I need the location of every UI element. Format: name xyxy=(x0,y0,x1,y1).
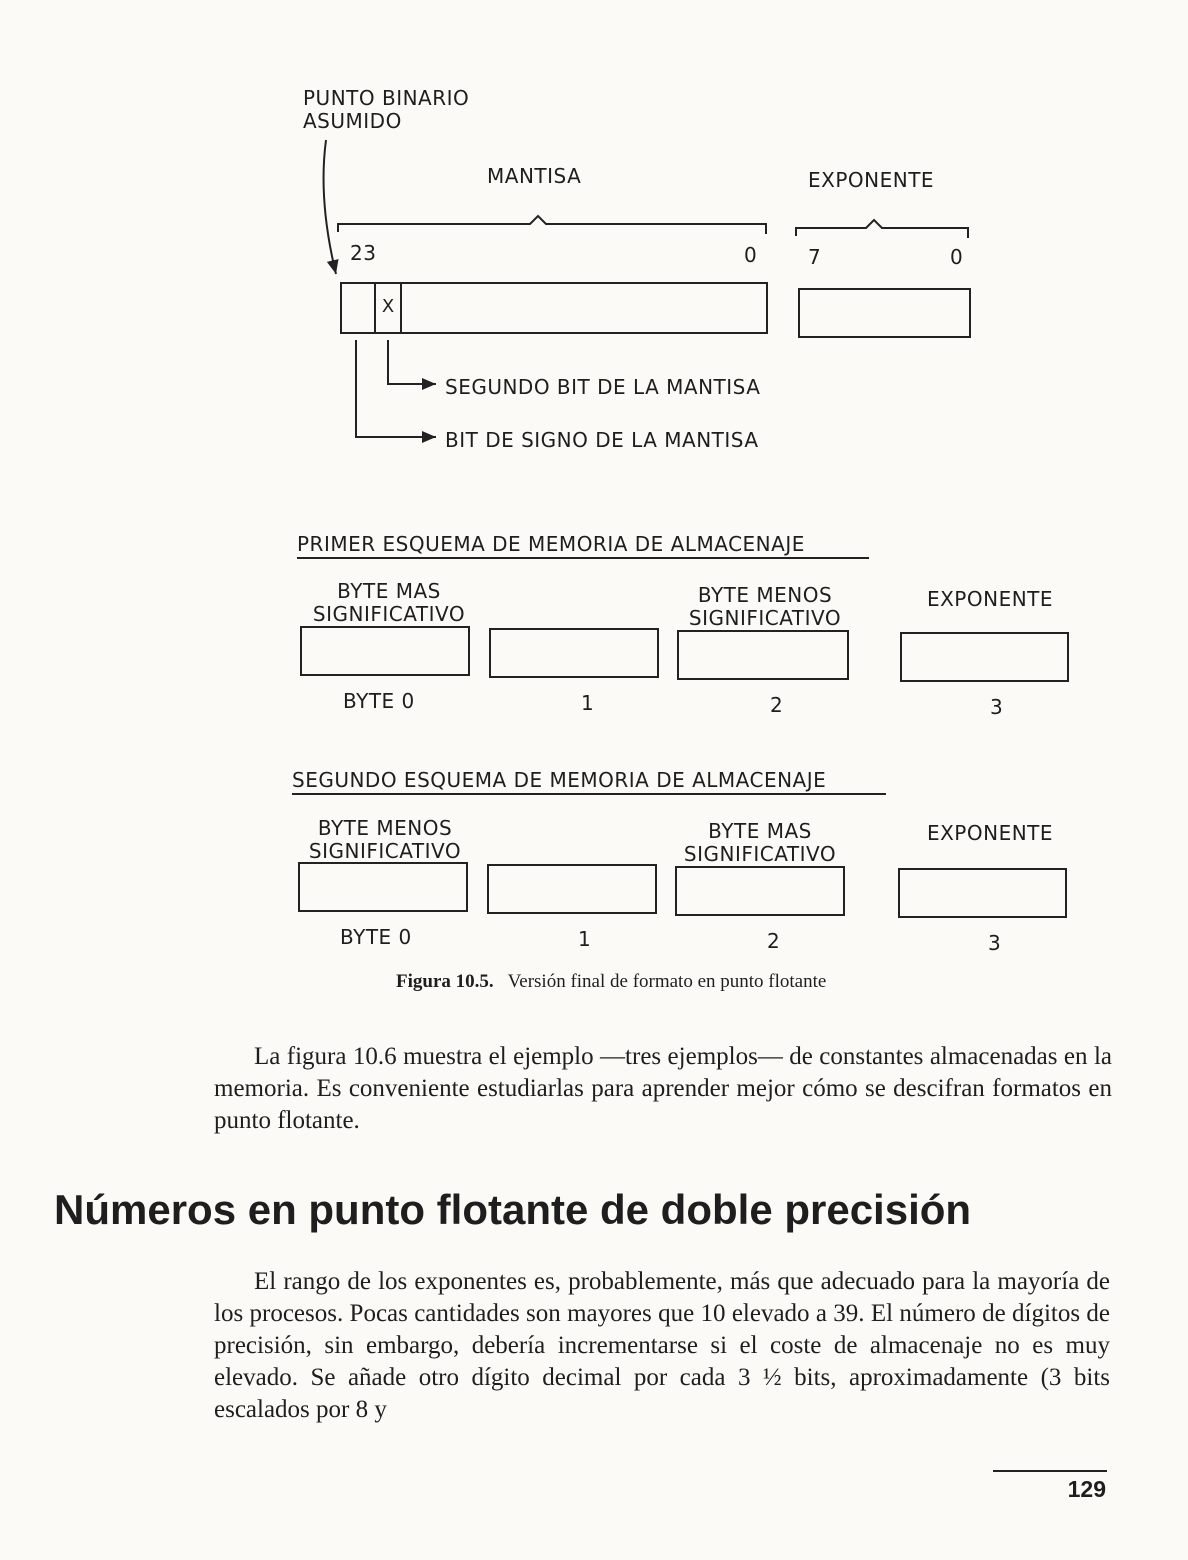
scheme2-byte1-box xyxy=(487,864,657,914)
scheme1-title: PRIMER ESQUEMA DE MEMORIA DE ALMACENAJE xyxy=(297,532,869,559)
scheme1-byte0-label-line1: BYTE MAS xyxy=(337,579,441,603)
sign-bit-arrow xyxy=(356,340,436,437)
mantissa-register xyxy=(340,282,768,334)
scheme1-byte0-number: BYTE 0 xyxy=(343,689,415,713)
scheme1-byte2-label-line1: BYTE MENOS xyxy=(697,583,833,607)
scheme1-byte0-label xyxy=(304,580,474,626)
scheme1-byte0-label-line2: SIGNIFICATIVO xyxy=(312,602,466,626)
scheme1-byte2-number: 2 xyxy=(770,693,784,717)
second-bit-label: SEGUNDO BIT DE LA MANTISA xyxy=(445,375,761,399)
mantissa-low-bit: 0 xyxy=(744,243,758,267)
scheme2-byte2-label-line2: SIGNIFICATIVO xyxy=(683,842,837,866)
figure-caption-text: Versión final de formato en punto flotante xyxy=(507,971,827,992)
scheme1-byte2-box xyxy=(677,630,849,680)
mantissa-brace xyxy=(338,216,766,234)
exponent-label: EXPONENTE xyxy=(808,168,935,192)
second-bit-cell: X xyxy=(374,282,402,334)
exponent-brace xyxy=(796,220,968,238)
paragraph-1 xyxy=(214,1041,1112,1137)
scheme1-byte2-label xyxy=(680,584,850,630)
scheme1-byte1-box xyxy=(489,628,659,678)
figure-caption-number: Figura 10.5. xyxy=(396,971,494,992)
paragraph-2-text: El rango de los exponentes es, probablemente, más que adecuado para la mayoría de los procesos. Pocas cantidades son mayores que 10 elevado a 39. El número de dígitos de precisión, sin embargo, debería incrementarse si el coste de almacenaje no es muy elevado. Se añade otro dígito decimal por cada 3 ½ bits, aproximadamente (3 bits escalados por 8 y xyxy=(214,1268,1110,1423)
exponent-register xyxy=(798,288,971,338)
scheme2-byte0-label-line1: BYTE MENOS xyxy=(317,816,453,840)
scheme1-byte2-label-line2: SIGNIFICATIVO xyxy=(688,606,842,630)
exponent-low-bit: 0 xyxy=(950,245,964,269)
scheme2-byte1-number: 1 xyxy=(578,927,592,951)
scheme2-byte2-number: 2 xyxy=(767,929,781,953)
scheme1-byte1-number: 1 xyxy=(581,691,595,715)
figure-caption xyxy=(396,971,826,993)
scheme1-exponent-label: EXPONENTE xyxy=(926,587,1054,611)
scheme1-byte3-number: 3 xyxy=(990,695,1004,719)
scheme2-exponent-box xyxy=(898,868,1067,918)
footer-rule xyxy=(993,1470,1107,1472)
sign-bit-label: BIT DE SIGNO DE LA MANTISA xyxy=(445,428,759,452)
sign-bit-cell xyxy=(340,282,376,334)
binary-point-arrow xyxy=(324,140,336,274)
mantissa-label: MANTISA xyxy=(487,164,582,188)
scheme2-byte2-box xyxy=(675,866,845,916)
section-heading: Números en punto flotante de doble precisión xyxy=(54,1186,972,1233)
paragraph-1-text: La figura 10.6 muestra el ejemplo —tres ejemplos— de constantes almacenadas en la memoria. Es conveniente estudiarlas para aprender mejor cómo se descifran formatos en punto flotante. xyxy=(214,1043,1112,1134)
binary-point-label-line1: PUNTO BINARIO xyxy=(303,86,470,110)
second-bit-arrow xyxy=(388,340,436,384)
scheme2-byte0-label xyxy=(300,817,470,863)
scheme2-byte3-number: 3 xyxy=(988,931,1002,955)
paragraph-2 xyxy=(214,1266,1110,1426)
binary-point-label-line2: ASUMIDO xyxy=(303,109,402,133)
scheme2-byte0-label-line2: SIGNIFICATIVO xyxy=(308,839,462,863)
mantissa-high-bit: 23 xyxy=(350,241,377,265)
scheme2-byte2-label-line1: BYTE MAS xyxy=(708,819,812,843)
exponent-high-bit: 7 xyxy=(808,245,822,269)
page-number: 129 xyxy=(1067,1476,1106,1502)
scheme2-byte0-number: BYTE 0 xyxy=(340,925,412,949)
scheme2-byte2-label xyxy=(675,820,845,866)
scheme1-byte0-box xyxy=(300,626,470,676)
binary-point-label xyxy=(303,87,469,133)
scheme2-exponent-label: EXPONENTE xyxy=(926,821,1054,845)
scheme1-exponent-box xyxy=(900,632,1069,682)
scheme2-byte0-box xyxy=(298,862,468,912)
scheme2-title: SEGUNDO ESQUEMA DE MEMORIA DE ALMACENAJE xyxy=(292,768,886,795)
